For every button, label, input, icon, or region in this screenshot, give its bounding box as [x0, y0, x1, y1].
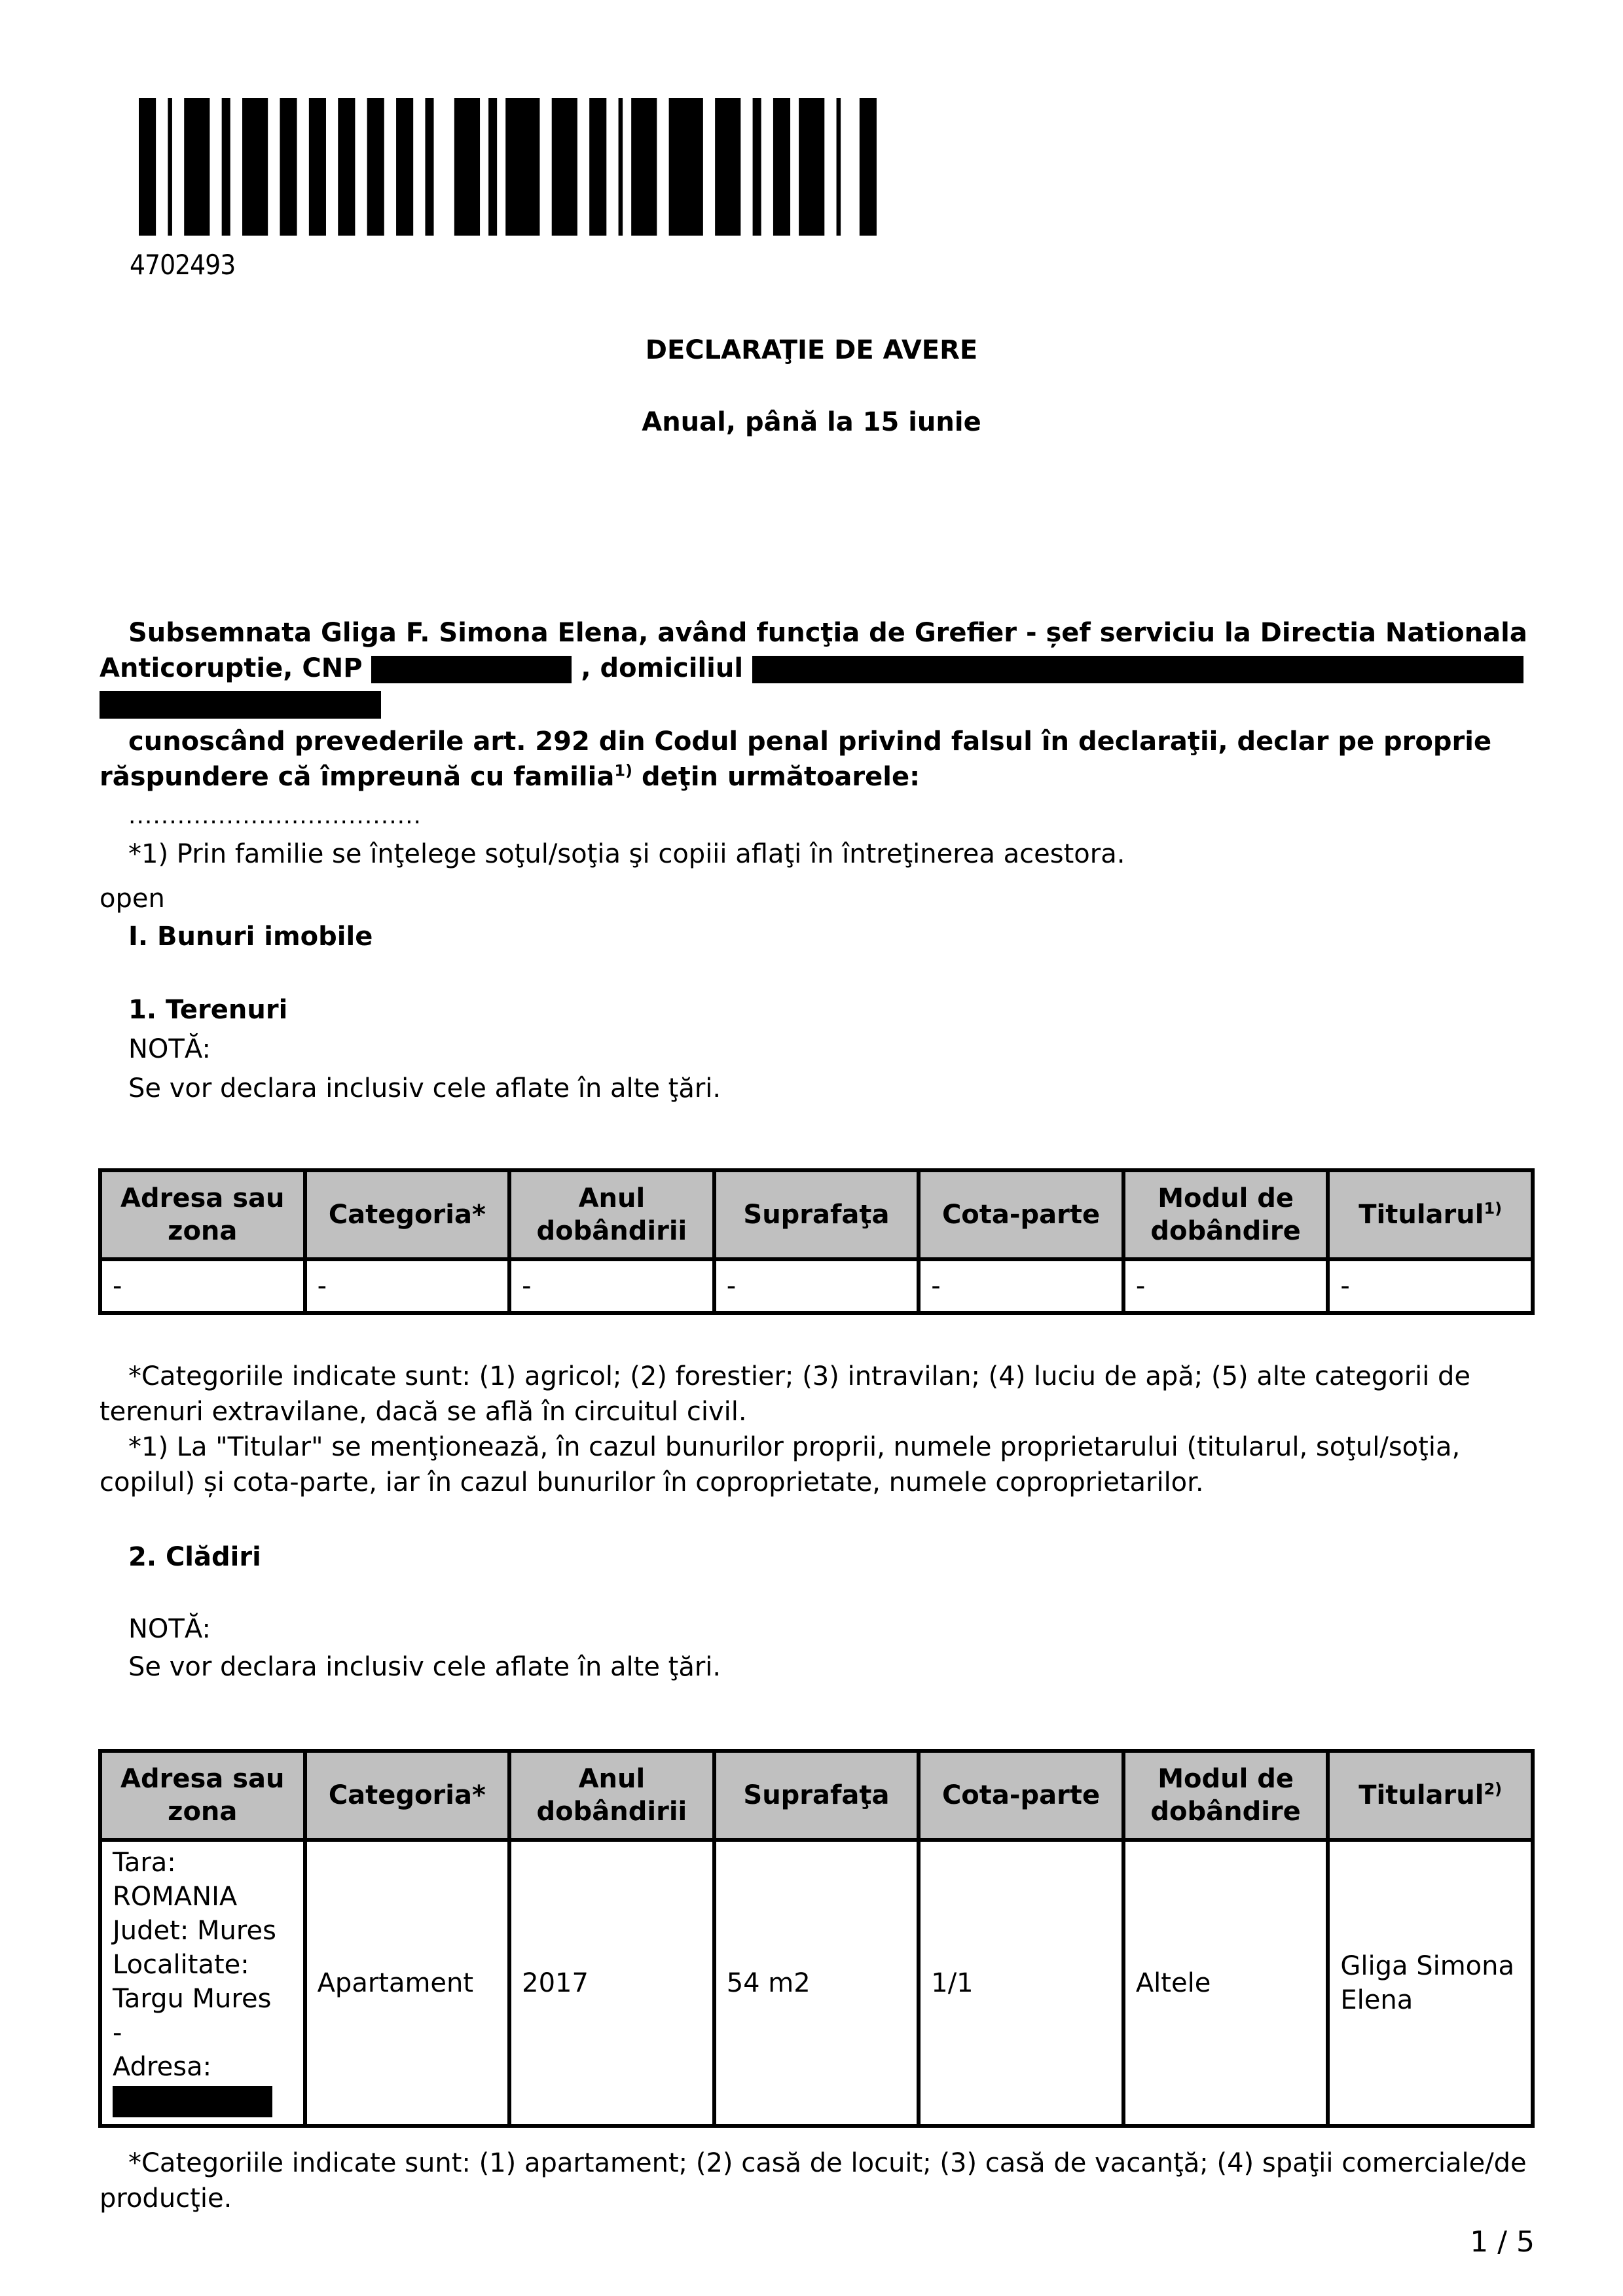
redacted-address: [752, 656, 1523, 683]
cell: -: [100, 1259, 305, 1313]
col-header: Categoria*: [305, 1751, 510, 1840]
redacted-property-address: [113, 2086, 272, 2117]
category-cell: Apartament: [305, 1840, 510, 2126]
barcode-bar: [168, 98, 172, 236]
barcode-bar: [367, 98, 384, 236]
footnote-ref: 2): [1484, 1780, 1503, 1799]
barcode-bar: [309, 98, 326, 236]
page-number: 1 / 5: [1470, 2225, 1535, 2259]
terenuri-table: [98, 1168, 1535, 1315]
barcode-bar: [139, 98, 156, 236]
barcode-number: 4702493: [130, 249, 236, 281]
cladiri-footnote-categories: *Categoriile indicate sunt: (1) apartament; (2) casă de locuit; (3) casă de vacanţă; (4) spaţii comerciale/de producţie.: [100, 2148, 1527, 2214]
address-line: Adresa:: [113, 2052, 212, 2082]
address-line: Localitate:: [113, 1950, 249, 1980]
cell: -: [919, 1259, 1123, 1313]
address-cell: [100, 1840, 305, 2126]
legal-text: cunoscând prevederile art. 292 din Codul penal privind falsul în declaraţii, declar pe proprie răspundere că împreună cu familia: [100, 726, 1492, 792]
cladiri-table: [98, 1749, 1535, 2128]
mode-cell: Altele: [1123, 1840, 1328, 2126]
domicile-label: , domiciliul: [581, 653, 744, 683]
legal-text-end: deţin următoarele:: [632, 762, 921, 792]
document-title: DECLARAŢIE DE AVERE: [645, 335, 978, 365]
nota-text: Se vor declara inclusiv cele aflate în alte ţări.: [128, 1073, 721, 1103]
barcode-bar: [338, 98, 355, 236]
barcode-bar: [799, 98, 824, 236]
table-header-row: [100, 1170, 1533, 1259]
dotted-line: ....................................: [128, 802, 422, 829]
share-cell: 1/1: [919, 1840, 1123, 2126]
barcode-bar: [619, 98, 623, 236]
redacted-cnp: [371, 656, 572, 683]
barcode-graphic: [139, 98, 885, 236]
barcode-bar: [837, 98, 841, 236]
cell: -: [1123, 1259, 1328, 1313]
table-row: [100, 1259, 1533, 1313]
col-header-titular: [1328, 1170, 1533, 1259]
col-header: Suprafaţa: [714, 1751, 919, 1840]
area-cell: 54 m2: [714, 1840, 919, 2126]
col-header: Cota-parte: [919, 1170, 1123, 1259]
barcode-bar: [505, 98, 539, 236]
col-header: Cota-parte: [919, 1751, 1123, 1840]
col-header: Modul de dobândire: [1123, 1751, 1328, 1840]
terenuri-footnote-titular: *1) La "Titular" se menţionează, în cazul bunurilor proprii, numele proprietarului (titularul, soţul/soţia, copilul) și cota-parte, iar în cazul bunurilor în coproprietate, numele coproprietarilor.: [100, 1432, 1461, 1498]
barcode-bar: [631, 98, 657, 236]
intro-text: Subsemnata Gliga F. Simona Elena, având funcţia de Grefier - șef serviciu la Directia Nationala Anticoruptie, CNP: [100, 618, 1527, 683]
barcode-bar: [396, 98, 413, 236]
document-subtitle: Anual, până la 15 iunie: [642, 407, 981, 437]
col-header: Anul dobândirii: [509, 1751, 714, 1840]
open-label: open: [100, 884, 165, 914]
section-heading-imobile: I. Bunuri imobile: [128, 922, 373, 952]
footnote-ref: 1): [614, 761, 633, 780]
address-line: ROMANIA: [113, 1882, 238, 1912]
barcode-bar: [454, 98, 480, 236]
barcode-bar: [669, 98, 703, 236]
barcode-bar: [860, 98, 877, 236]
barcode-bar: [242, 98, 268, 236]
address-line: Judet: Mures: [113, 1916, 276, 1946]
col-header: Anul dobândirii: [509, 1170, 714, 1259]
legal-statement: [100, 724, 1533, 795]
col-header: Adresa sau zona: [100, 1170, 305, 1259]
barcode-bar: [773, 98, 790, 236]
nota-text: Se vor declara inclusiv cele aflate în alte ţări.: [128, 1652, 721, 1682]
barcode-bar: [589, 98, 606, 236]
barcode-bar: [222, 98, 230, 236]
col-header-titular: [1328, 1751, 1533, 1840]
barcode-bar: [280, 98, 297, 236]
table-header-row: [100, 1751, 1533, 1840]
barcode-bar: [425, 98, 433, 236]
cell: -: [509, 1259, 714, 1313]
year-cell: 2017: [509, 1840, 714, 2126]
footnote-ref: 1): [1484, 1199, 1503, 1218]
col-header: Categoria*: [305, 1170, 510, 1259]
barcode-bar: [488, 98, 497, 236]
subsection-heading-cladiri: 2. Clădiri: [128, 1542, 261, 1572]
owner-cell: Gliga Simona Elena: [1328, 1840, 1533, 2126]
redacted-address-cont: [100, 691, 381, 719]
address-line: Tara:: [113, 1848, 176, 1878]
barcode: [139, 98, 885, 236]
barcode-bar: [184, 98, 210, 236]
address-line: Targu Mures: [113, 1984, 272, 2014]
address-line: -: [113, 2018, 122, 2048]
col-header: Modul de dobândire: [1123, 1170, 1328, 1259]
col-header: Suprafaţa: [714, 1170, 919, 1259]
nota-label: NOTĂ:: [128, 1614, 211, 1644]
nota-label: NOTĂ:: [128, 1034, 211, 1064]
barcode-bar: [552, 98, 577, 236]
col-header: Adresa sau zona: [100, 1751, 305, 1840]
family-note: *1) Prin familie se înţelege soţul/soţia şi copiii aflaţi în întreţinerea acestora.: [128, 839, 1125, 869]
cell: -: [714, 1259, 919, 1313]
table-row: [100, 1840, 1533, 2126]
subsection-heading-terenuri: 1. Terenuri: [128, 995, 288, 1025]
col-header-text: Titularul: [1359, 1780, 1484, 1810]
terenuri-footnote-categories: *Categoriile indicate sunt: (1) agricol; (2) forestier; (3) intravilan; (4) luciu de apă; (5) alte categorii de terenuri extravilane, dacă se află în circuitul civil.: [100, 1361, 1471, 1427]
cell: -: [305, 1259, 510, 1313]
barcode-bar: [715, 98, 740, 236]
barcode-bar: [753, 98, 761, 236]
declarant-intro: [100, 615, 1533, 721]
col-header-text: Titularul: [1359, 1200, 1484, 1230]
cell: -: [1328, 1259, 1533, 1313]
